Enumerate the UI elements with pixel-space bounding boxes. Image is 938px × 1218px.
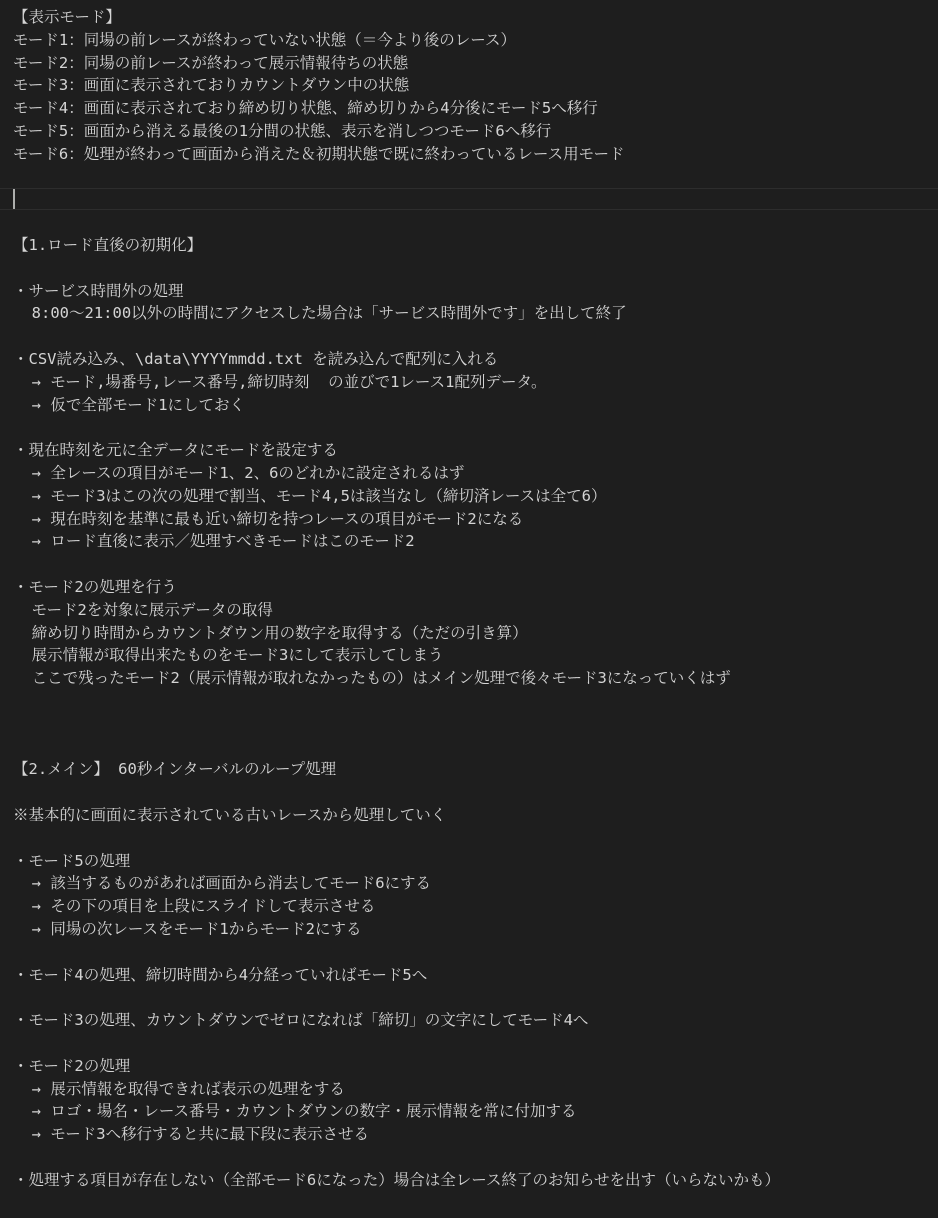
text-line[interactable]: モード3：画面に表示されておりカウントダウン中の状態 xyxy=(13,76,410,95)
text-line[interactable] xyxy=(13,736,938,759)
text-line[interactable]: ・モード5の処理 xyxy=(13,851,131,870)
text-line[interactable]: ・モード2の処理 xyxy=(13,1056,131,1075)
text-line[interactable]: ・モード4の処理、締切時間から4分経っていればモード5へ xyxy=(13,965,428,984)
text-line[interactable]: 【1.ロード直後の初期化】 xyxy=(13,236,203,254)
text-line[interactable]: ・サービス時間外の処理 xyxy=(13,281,184,300)
text-line[interactable]: モード6：処理が終わって画面から消えた＆初期状態で既に終わっているレース用モード xyxy=(13,144,625,163)
text-line[interactable] xyxy=(13,986,938,1009)
text-line[interactable] xyxy=(13,1032,938,1055)
text-line[interactable] xyxy=(13,827,938,850)
text-line[interactable]: 8:00～21:00以外の時間にアクセスした場合は「サービス時間外です」を出して終了 xyxy=(13,304,627,323)
text-line[interactable] xyxy=(13,941,938,964)
text-line[interactable]: → 仮で全部モード1にしておく xyxy=(13,395,246,414)
text-line[interactable]: → モード3へ移行すると共に最下段に表示させる xyxy=(13,1125,370,1144)
text-line[interactable]: モード2を対象に展示データの取得 xyxy=(13,600,273,619)
text-line[interactable]: → 該当するものがあれば画面から消去してモード6にする xyxy=(13,874,432,893)
text-line[interactable]: → 展示情報を取得できれば表示の処理をする xyxy=(13,1079,345,1098)
text-line[interactable] xyxy=(13,416,938,439)
text-line[interactable]: → モード,場番号,レース番号,締切時刻 の並びで1レース1配列データ。 xyxy=(13,372,547,391)
text-line[interactable]: ・CSV読み込み、\data\YYYYmmdd.txt を読み込んで配列に入れる xyxy=(13,350,499,368)
text-line[interactable]: 展示情報が取得出来たものをモード3にして表示してしまう xyxy=(13,646,444,665)
text-line[interactable]: ここで残ったモード2（展示情報が取れなかったもの）はメイン処理で後々モード3になっていくはず xyxy=(13,669,731,688)
text-line[interactable]: → 現在時刻を基準に最も近い締切を持つレースの項目がモード2になる xyxy=(13,509,524,528)
text-line[interactable] xyxy=(13,713,938,736)
text-line[interactable]: モード1：同場の前レースが終わっていない状態（＝今より後のレース） xyxy=(13,30,517,49)
text-line[interactable] xyxy=(13,211,938,234)
text-line[interactable] xyxy=(13,1146,938,1169)
text-line[interactable]: ・モード3の処理、カウントダウンでゼロになれば「締切」の文字にしてモード4へ xyxy=(13,1011,589,1030)
text-line[interactable]: → 全レースの項目がモード1、2、6のどれかに設定されるはず xyxy=(13,464,465,482)
text-line[interactable]: → ロード直後に表示／処理すべきモードはこのモード2 xyxy=(13,532,415,551)
text-line[interactable] xyxy=(13,166,938,189)
text-line[interactable]: ・現在時刻を元に全データにモードを設定する xyxy=(13,441,338,460)
text-line[interactable]: 【表示モード】 xyxy=(13,8,121,26)
text-line[interactable]: ・モード2の処理を行う xyxy=(13,578,177,596)
text-line[interactable] xyxy=(13,257,938,280)
text-line[interactable] xyxy=(13,553,938,576)
text-line[interactable]: 締め切り時間からカウントダウン用の数字を取得する（ただの引き算） xyxy=(13,623,528,642)
text-line[interactable]: 【2.メイン】 60秒インターバルのループ処理 xyxy=(13,760,337,779)
text-line[interactable]: モード2：同場の前レースが終わって展示情報待ちの状態 xyxy=(13,53,409,72)
text-line[interactable] xyxy=(13,690,938,713)
text-line[interactable]: → ロゴ・場名・レース番号・カウントダウンの数字・展示情報を常に付加する xyxy=(13,1102,577,1121)
text-line[interactable]: → その下の項目を上段にスライドして表示させる xyxy=(13,897,376,916)
text-line[interactable]: ※基本的に画面に表示されている古いレースから処理していく xyxy=(13,806,447,824)
text-line[interactable] xyxy=(13,781,938,804)
text-line[interactable]: モード5：画面から消える最後の1分間の状態、表示を消しつつモード6へ移行 xyxy=(13,122,552,140)
text-line[interactable]: → モード3はこの次の処理で割当、モード4,5は該当なし（締切済レースは全て6） xyxy=(13,486,607,505)
text-line[interactable]: → 同場の次レースをモード1からモード2にする xyxy=(13,920,362,938)
text-line[interactable]: モード4：画面に表示されており締め切り状態、締め切りから4分後にモード5へ移行 xyxy=(13,99,598,118)
text-line[interactable] xyxy=(13,188,938,211)
text-line[interactable] xyxy=(13,325,938,348)
text-line[interactable]: ・処理する項目が存在しない（全部モード6になった）場合は全レース終了のお知らせを出す（いらないかも） xyxy=(13,1170,780,1189)
